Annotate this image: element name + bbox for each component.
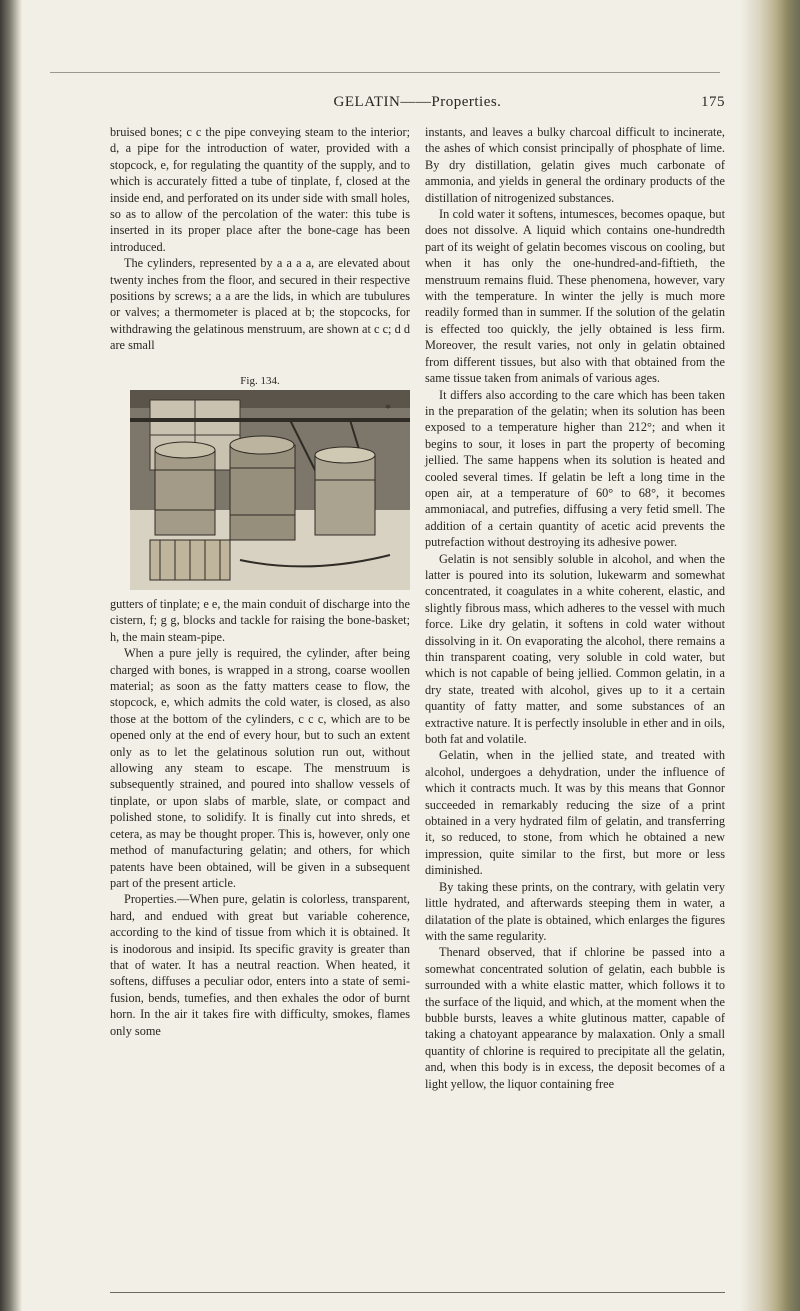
paragraph: Gelatin, when in the jellied state, and treated with alcohol, undergoes a dehydration, under the influence of which it contracts much. It was by this means that Gonnor succeeded in remarkably reducing the size of a print obtained in a very hydrated film of gelatin, and transferring it, so reduced, to stone, from which he obtained a new impression, quite similar to the first, but more or less diminished. (425, 748, 725, 878)
paragraph: gutters of tinplate; e e, the main conduit of discharge into the cistern, f; g g, blocks and tackle for raising the bone-basket; h, the main steam-pipe. (110, 597, 410, 644)
paragraph: The cylinders, represented by a a a a, are elevated about twenty inches from the floor, and secured in their respective positions by screws; a a are the lids, in which are tubulures or valves; a thermometer is placed at b; the stopcocks, for withdrawing the gelatinous menstruum, are shown at c c; d d are small (110, 256, 410, 353)
paragraph: When a pure jelly is required, the cylinder, after being charged with bones, is wrapped in a strong, coarse woollen material; as soon as the fatty matters cease to flow, the stopcock, e, which admits the cold water, is closed, as also those at the bottom of the cylinders, c c c, which are to be opened only at the end of every hour, but to such an extent only as to let the gelatinous solution run out, without allowing any steam to escape. The menstruum is subsequently strained, and poured into shallow vessels of tinplate, or upon slabs of marble, slate, or compact and polished stone, to solidify. It is finally cut into shreds, et cetera, as may be thought proper. This is, however, only one method of manufacturing gelatin; and others, for which patents have been obtained, will be given in a subsequent part of the present article. (110, 646, 410, 890)
paragraph: bruised bones; c c the pipe conveying steam to the interior; d, a pipe for the introduction of water, provided with a stopcock, e, for regulating the quantity of the supply, and to which is accurately fitted a tube of tinplate, f, closed at the inside end, and perforated on its under side with small holes, so as to allow of the percolation of the water: this tube is inserted in its proper place after the bone-cage has been introduced. (110, 125, 410, 254)
paragraph: In cold water it softens, intumesces, becomes opaque, but does not dissolve. A liquid which contains one-hundredth part of its weight of gelatin becomes viscous on cooling, but when it has only the one-hundred-and-fiftieth, the menstruum remains fluid. These phenomena, however, vary with the temperature. In winter the jelly is much more readily formed than in summer. If the solution of the gelatin is effected too quickly, the jelly obtained is less firm. Moreover, the result varies, not only in gelatin obtained from different tissues, but also with that obtained from the same tissue taken from animals of various ages. (425, 207, 725, 386)
bone-basket (150, 540, 230, 580)
digester-engraving (130, 390, 410, 590)
figure-illustration (130, 390, 410, 590)
page-edge-right (740, 0, 800, 1311)
paragraph: instants, and leaves a bulky charcoal difficult to incinerate, the ashes of which consist principally of phosphate of lime. By dry distillation, gelatin gives much carbonate of ammonia, and yields in general the ordinary products of the distillation of nitrogenized substances. (425, 125, 725, 205)
page-number: 175 (701, 94, 725, 110)
cylinder-center (230, 436, 295, 540)
paragraph: Properties.—When pure, gelatin is colorless, transparent, hard, and endued with great but variable coherence, according to the kind of tissue from which it is obtained. It is inodorous and insipid. Its specific gravity is greater than that of water. It has a neutral reaction. When heated, it softens, diffuses a peculiar odor, enters into a state of semi-fusion, bends, tumefies, and then exhales the odor of burnt horn. In the air it takes fire with difficulty, smokes, flames only some (110, 892, 410, 1038)
page-gutter-shadow (0, 0, 22, 1311)
figure-star-mark: * (385, 401, 391, 415)
cylinder-right (315, 447, 375, 535)
left-column-top (110, 124, 410, 354)
running-title: GELATIN——Properties. (333, 94, 502, 110)
top-rule (50, 72, 720, 73)
left-column-bottom (110, 596, 410, 1039)
book-page (110, 90, 725, 1290)
bottom-rule (110, 1292, 725, 1293)
paragraph: It differs also according to the care which has been taken in the preparation of the gelatin; when its solution has been exposed to a temperature higher than 212°; and when it begins to sour, it loses in part the property of becoming jellied. The same happens when its solution is heated and cooled several times. If gelatin be left a long time in the open air, at a temperature of 60° to 68°, it becomes ammoniacal, and putrefies, diffusing a very fetid smell. The addition of a certain quantity of acetic acid prevents the putrefaction without destroying its adhesive power. (425, 387, 725, 550)
paragraph: Gelatin is not sensibly soluble in alcohol, and when the latter is poured into its solution, lukewarm and somewhat concentrated, it coagulates in a white coherent, elastic, and slightly fibrous mass, which adheres to the vessel with much force. Like dry gelatin, it softens in cold water without dissolving in it. On evaporating the alcohol, there remains a thin transparent coating, very soluble in cold water, but which is not capable of being jellied. Common gelatin, in a dry state, treated with alcohol, gives up to it a certain quantity of fatty matter, and some substances of an extractive nature. It is perfectly insoluble in ether and in oils, both fat and volatile. (425, 551, 725, 747)
figure-caption: Fig. 134. (240, 375, 280, 387)
right-column (425, 124, 725, 1092)
cylinder-left (155, 442, 215, 535)
running-header (110, 94, 725, 120)
paragraph: By taking these prints, on the contrary, with gelatin very little hydrated, and afterwards steeping them in water, a dilatation of the plate is obtained, which enlarges the figures with the same regularity. (425, 879, 725, 943)
paragraph: Thenard observed, that if chlorine be passed into a somewhat concentrated solution of gelatin, each bubble is surrounded with a white elastic matter, which follows it to the surface of the liquid, and which, at the moment when the bubble bursts, leaves a white glutinous matter, capable of taking a chatoyant appearance by malaxation. Only a small quantity of chlorine is required to precipitate all the gelatin, and, when this body is in excess, the deposit becomes of a light yellow, the liquor containing free (425, 945, 725, 1091)
